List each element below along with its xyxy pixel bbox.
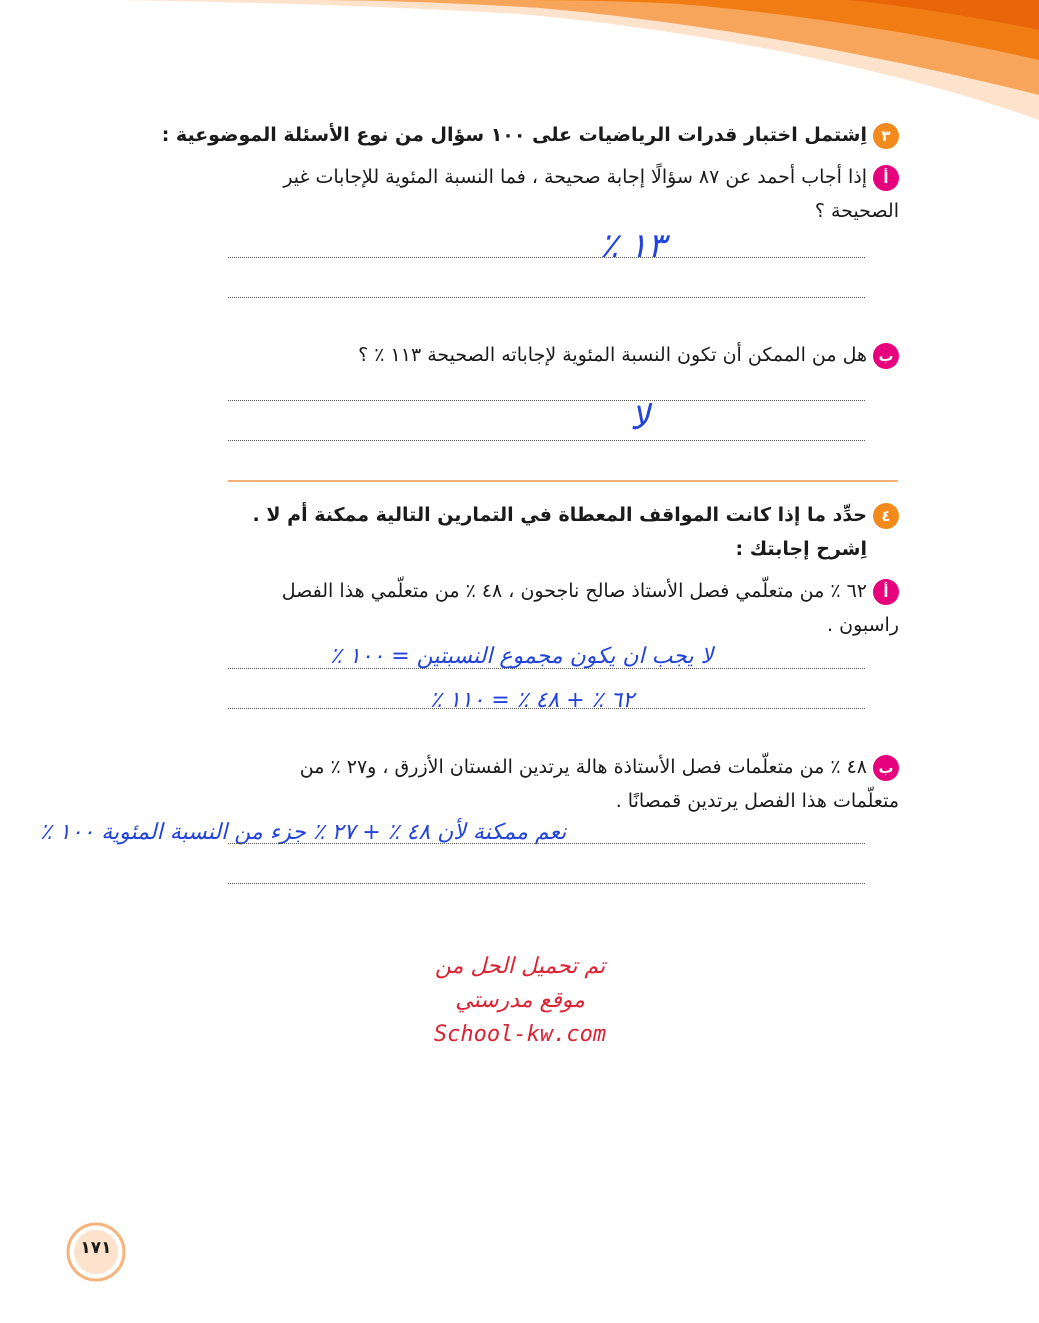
answer-line	[228, 708, 865, 709]
q3-b-text: هل من الممكن أن تكون النسبة المئوية لإجاباته الصحيحة ١١٣ ٪ ؟	[358, 344, 867, 366]
q3-b-handwritten-answer: لا	[630, 398, 650, 438]
q3-a-text: إذا أجاب أحمد عن ٨٧ سؤالًا إجابة صحيحة ، فما النسبة المئوية للإجابات غير الصحيحة ؟	[283, 166, 899, 222]
q4-b-question	[229, 750, 899, 818]
answer-line	[228, 440, 865, 441]
q3-a-handwritten-answer: ١٣ ٪	[600, 226, 666, 266]
q3-intro	[162, 118, 899, 152]
answer-line	[228, 257, 865, 258]
q4-a-handwritten-line2: ٦٢ ٪ + ٤٨ ٪ = ١١٠ ٪	[430, 688, 635, 713]
stamp-line3: School-kw.com	[433, 1022, 607, 1047]
q4-a-question	[229, 574, 899, 642]
q4-b-text: ٤٨ ٪ من متعلّمات فصل الأستاذة هالة يرتدين الفستان الأزرق ، و٢٧ ٪ من متعلّمات هذا الفصل يرتدين قمصانًا .	[299, 756, 899, 812]
answer-line	[228, 668, 865, 669]
answer-line	[228, 297, 865, 298]
section-separator	[228, 480, 898, 482]
stamp-line1: تم تحميل الحل من	[434, 954, 606, 979]
q4-b-badge: ب	[873, 755, 899, 781]
q4-intro-line2: اِشرح إجابتك :	[735, 538, 867, 560]
q4-intro	[253, 498, 899, 532]
q4-number-badge: ٤	[873, 503, 899, 529]
q3-a-question	[229, 160, 899, 228]
q3-a-badge: أ	[873, 165, 899, 191]
q4-a-text: ٦٢ ٪ من متعلّمي فصل الأستاذ صالح ناجحون ، ٤٨ ٪ من متعلّمي هذا الفصل راسبون .	[281, 580, 899, 636]
q3-b-question	[358, 338, 899, 372]
q3-b-badge: ب	[873, 343, 899, 369]
q4-b-handwritten-answer: نعم ممكنة لأن ٤٨ ٪ + ٢٧ ٪ جزء من النسبة المئوية ١٠٠ ٪	[40, 820, 567, 845]
answer-line	[228, 843, 865, 844]
download-source-stamp	[400, 950, 640, 1052]
q4-a-handwritten-line1: لا يجب ان يكون مجموع النسبتين = ١٠٠ ٪	[330, 644, 714, 669]
stamp-line2: موقع مدرستي	[455, 988, 585, 1013]
page-number: ١٧١	[80, 1238, 112, 1258]
q3-intro-text: اِشتمل اختبار قدرات الرياضيات على ١٠٠ سؤال من نوع الأسئلة الموضوعية :	[161, 124, 867, 146]
answer-line	[228, 883, 865, 884]
answer-line	[228, 400, 865, 401]
q3-number-badge: ٣	[873, 123, 899, 149]
q4-intro-line1: حدِّد ما إذا كانت المواقف المعطاة في التمارين التالية ممكنة أم لا .	[252, 504, 867, 526]
q4-a-badge: أ	[873, 579, 899, 605]
